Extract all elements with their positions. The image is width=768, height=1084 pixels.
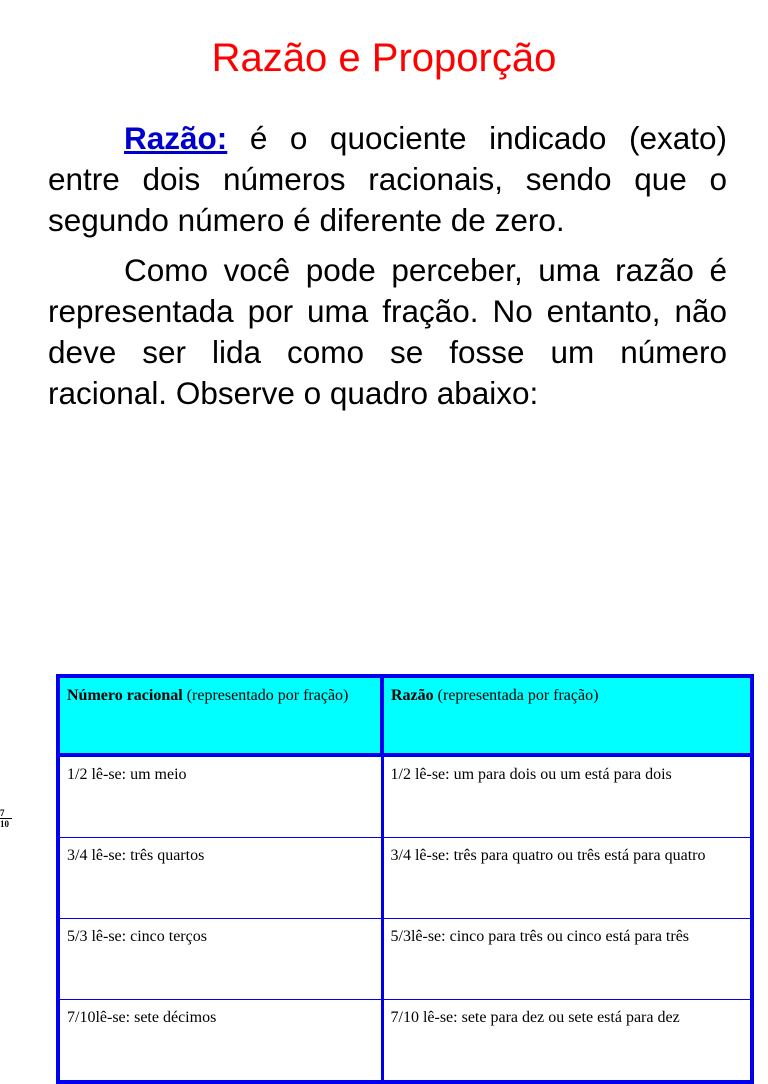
explanation-text: Como você pode perceber, uma razão é representada por uma fração. No entanto, não deve ser lida como se fosse um número racional. Observe o quadro abaixo: bbox=[48, 252, 727, 411]
definition-paragraph bbox=[48, 118, 727, 241]
header-bold-label: Número racional bbox=[67, 687, 183, 704]
header-label-rest: (representado por fração) bbox=[182, 687, 349, 704]
margin-fraction-denominator: 10 bbox=[0, 819, 9, 829]
margin-fraction-numerator: 7 bbox=[0, 808, 12, 819]
table-cell: 1/2 lê-se: um meio bbox=[58, 755, 382, 838]
margin-fraction-mark bbox=[0, 808, 16, 829]
header-label-rest: (representada por fração) bbox=[433, 687, 599, 704]
header-numero-racional bbox=[58, 676, 382, 755]
table-cell: 3/4 lê-se: três quartos bbox=[58, 838, 382, 919]
table-cell: 5/3 lê-se: cinco terços bbox=[58, 919, 382, 1000]
table-row bbox=[58, 919, 752, 1000]
table-header-row bbox=[58, 676, 752, 755]
table-cell: 1/2 lê-se: um para dois ou um está para dois bbox=[382, 755, 752, 838]
page-title: Razão e Proporção bbox=[211, 36, 557, 80]
table-cell: 7/10 lê-se: sete para dez ou sete está para dez bbox=[382, 1000, 752, 1083]
explanation-paragraph bbox=[48, 250, 727, 414]
table-row bbox=[58, 1000, 752, 1083]
header-bold-label: Razão bbox=[391, 687, 434, 704]
table-row bbox=[58, 838, 752, 919]
definition-term: Razão: bbox=[124, 120, 228, 156]
table-cell: 7/10lê-se: sete décimos bbox=[58, 1000, 382, 1083]
table-cell: 3/4 lê-se: três para quatro ou três está para quatro bbox=[382, 838, 752, 919]
comparison-table bbox=[56, 674, 754, 1084]
table-cell: 5/3lê-se: cinco para três ou cinco está para três bbox=[382, 919, 752, 1000]
header-razao bbox=[382, 676, 752, 755]
table-row bbox=[58, 755, 752, 838]
definition-text: é o quociente indicado (exato) entre dois números racionais, sendo que o segundo número é diferente de zero. bbox=[48, 120, 727, 238]
